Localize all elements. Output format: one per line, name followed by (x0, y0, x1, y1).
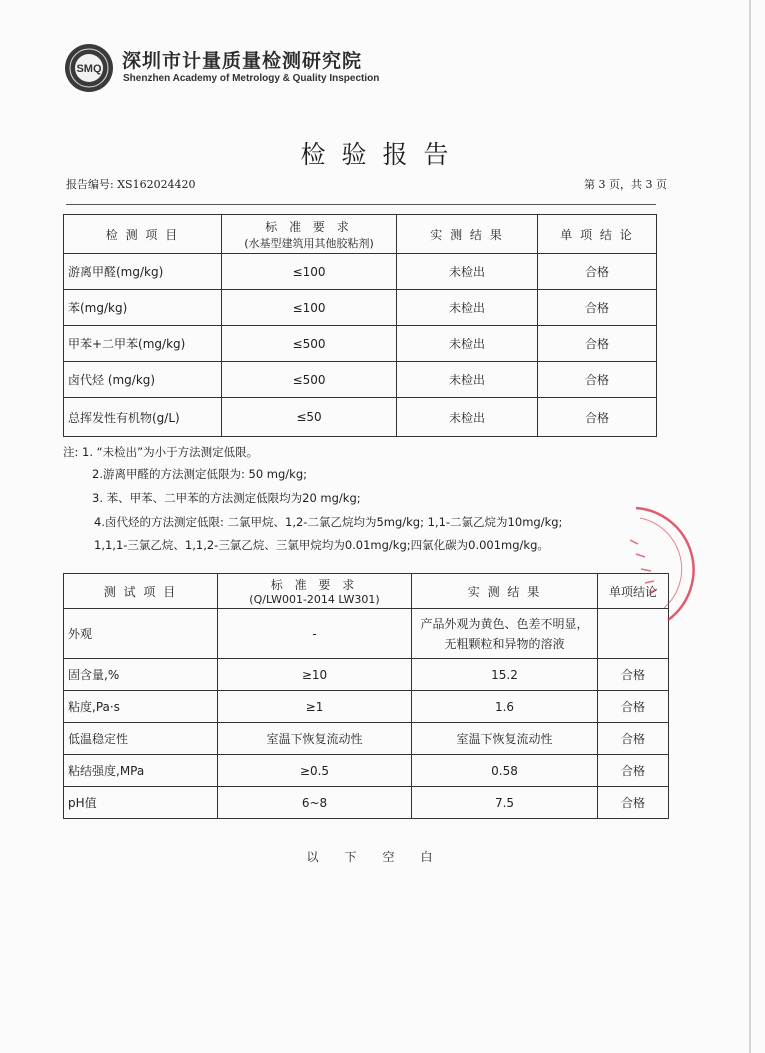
cell-item: 卤代烃 (mg/kg) (64, 362, 222, 398)
table-header-row (64, 574, 669, 609)
cell-result: 15.2 (412, 659, 598, 691)
table-row (64, 659, 669, 691)
cell-item: pH值 (64, 787, 218, 819)
header-standard-label: 标 准 要 求 (265, 219, 353, 234)
cell-conclusion: 合格 (598, 723, 669, 755)
cell-item: 粘度,Pa·s (64, 691, 218, 723)
note-line: 3. 苯、甲苯、二甲苯的方法测定低限均为20 mg/kg; (92, 491, 361, 505)
cell-result: 室温下恢复流动性 (412, 723, 598, 755)
cell-conclusion: 合格 (538, 398, 657, 437)
note-line: 注: 1. “未检出”为小于方法测定低限。 (63, 445, 259, 459)
cell-standard: ≤100 (222, 254, 397, 290)
header-standard-label: 标 准 要 求 (270, 578, 359, 592)
header-standard-sub: (水基型建筑用其他胶粘剂) (244, 236, 374, 250)
cell-item: 苯(mg/kg) (64, 290, 222, 326)
cell-standard: ≤500 (222, 326, 397, 362)
cell-result: 未检出 (397, 398, 538, 437)
cell-result: 未检出 (397, 326, 538, 362)
note-line: 1,1,1-三氯乙烷、1,1,2-三氯乙烷、三氯甲烷均为0.01mg/kg;四氯化碳为0.001mg/kg。 (94, 538, 549, 552)
cell-conclusion: 合格 (598, 659, 669, 691)
header-standard (222, 215, 397, 254)
cell-result: 7.5 (412, 787, 598, 819)
header-standard (218, 574, 412, 609)
cell-standard: - (218, 609, 412, 659)
header-conclusion: 单项结论 (598, 574, 669, 609)
cell-item: 游离甲醛(mg/kg) (64, 254, 222, 290)
header-item: 测 试 项 目 (64, 574, 218, 609)
cell-conclusion: 合格 (538, 362, 657, 398)
table-row (64, 787, 669, 819)
document-title: 检验报告 (300, 140, 465, 169)
org-name-cn: 深圳市计量质量检测研究院 (122, 50, 363, 72)
org-name-en: Shenzhen Academy of Metrology & Quality Inspection (123, 73, 380, 84)
cell-conclusion: 合格 (598, 787, 669, 819)
cell-result: 1.6 (412, 691, 598, 723)
table-row (64, 691, 669, 723)
table-row (64, 609, 669, 659)
cell-standard: ≤100 (222, 290, 397, 326)
logo-text: SMQ (76, 63, 102, 75)
cell-item: 甲苯+二甲苯(mg/kg) (64, 326, 222, 362)
cell-item: 固含量,% (64, 659, 218, 691)
header-standard-sub: (Q/LW001-2014 LW301) (249, 593, 380, 606)
inspection-stamp (600, 500, 710, 630)
header-divider (66, 204, 656, 205)
cell-conclusion: 合格 (598, 755, 669, 787)
header-conclusion: 单 项 结 论 (538, 215, 657, 254)
table-row (64, 398, 657, 437)
cell-standard: ≥0.5 (218, 755, 412, 787)
table-row (64, 755, 669, 787)
voc-test-table (63, 214, 657, 437)
report-number: 报告编号: XS162024420 (66, 178, 196, 191)
table-row (64, 290, 657, 326)
cell-standard: ≥1 (218, 691, 412, 723)
cell-conclusion: 合格 (538, 254, 657, 290)
header-result: 实 测 结 果 (397, 215, 538, 254)
cell-item: 外观 (64, 609, 218, 659)
org-logo-seal (63, 42, 115, 94)
cell-conclusion: 合格 (538, 290, 657, 326)
table-row (64, 362, 657, 398)
cell-result: 未检出 (397, 254, 538, 290)
header-result: 实 测 结 果 (412, 574, 598, 609)
scan-edge (749, 0, 751, 1053)
table-row (64, 326, 657, 362)
cell-standard: ≤500 (222, 362, 397, 398)
cell-standard: ≤50 (222, 398, 397, 437)
header-item: 检 测 项 目 (64, 215, 222, 254)
cell-standard: 6~8 (218, 787, 412, 819)
table-row (64, 254, 657, 290)
table-row (64, 723, 669, 755)
note-line: 2.游离甲醛的方法测定低限为: 50 mg/kg; (92, 467, 308, 481)
cell-standard: 室温下恢复流动性 (218, 723, 412, 755)
page-info: 第 3 页，共 3 页 (584, 178, 667, 191)
cell-standard: ≥10 (218, 659, 412, 691)
cell-result: 产品外观为黄色、色差不明显，无粗颗粒和异物的溶液 (412, 609, 598, 659)
end-of-content-marker: 以下空白 (306, 850, 459, 864)
note-line: 4.卤代烃的方法测定低限: 二氯甲烷、1,2-二氯乙烷均为5mg/kg; 1,1-二氯乙烷为10mg/kg; (94, 515, 563, 529)
cell-item: 总挥发性有机物(g/L) (64, 398, 222, 437)
cell-item: 粘结强度,MPa (64, 755, 218, 787)
performance-test-table (63, 573, 669, 819)
cell-result: 0.58 (412, 755, 598, 787)
cell-item: 低温稳定性 (64, 723, 218, 755)
cell-conclusion: 合格 (598, 691, 669, 723)
cell-result: 未检出 (397, 362, 538, 398)
cell-result: 未检出 (397, 290, 538, 326)
cell-conclusion: 合格 (538, 326, 657, 362)
table-header-row (64, 215, 657, 254)
